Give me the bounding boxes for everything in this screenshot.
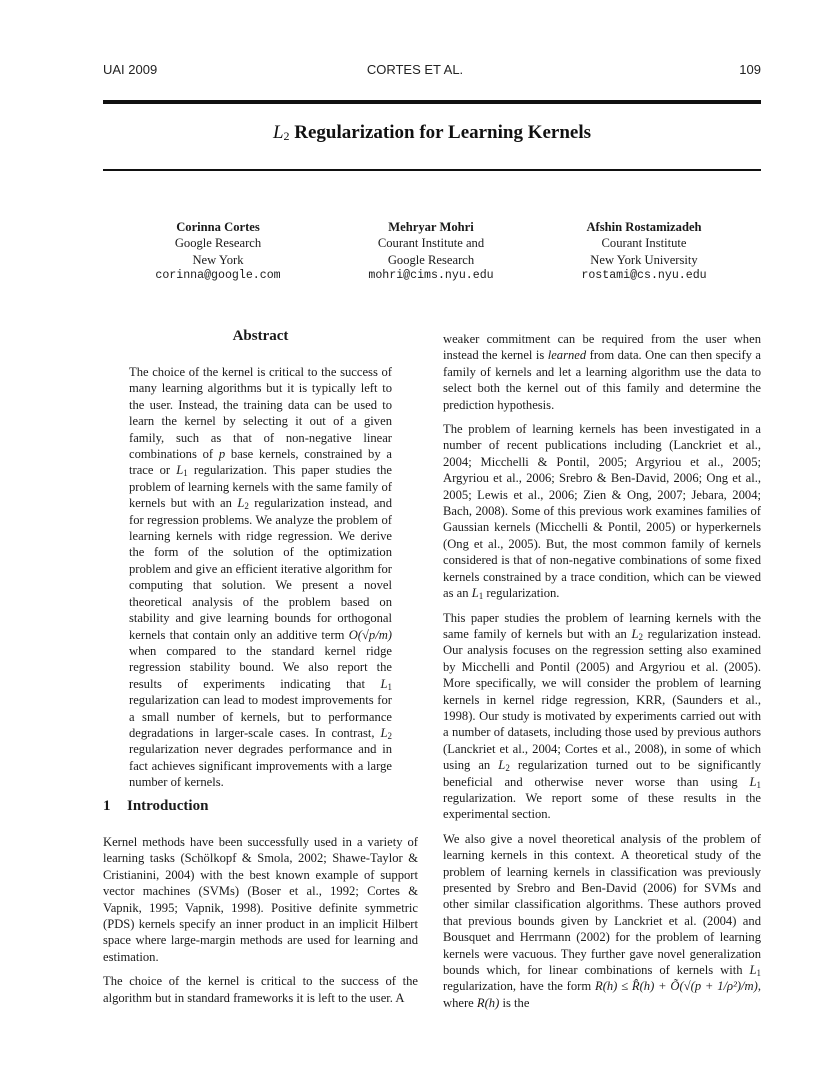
author-name: Mehryar Mohri (388, 220, 474, 234)
author-location: New York University (590, 252, 698, 267)
author-block-1 (118, 219, 318, 285)
right-paragraph-2: The problem of learning kernels has been investigated in a number of recent publications including (Lanckriet et al., 2004; Micchelli & Pontil, 2005; Argyriou et al., 2005; Argyriou et al., 2006; Srebro & Ben-David, 2006; Ong et al., 2005; Lewis et al., 2006; Zien & Ong, 2007; Jebara, 2004; Bach, 2008). Some of this previous work examines families of Gaussian kernels (Micchelli & Pontil, 2005) or hyperkernels (Ong et al., 2005). But, the most common family of kernels considered is that of non-negative combinations of some fixed kernels constrained by a trace condition, which can be viewed as an $L_1$ regularization. (443, 422, 761, 602)
introduction-body (103, 834, 418, 1006)
title-symbol: $L_2$ (272, 122, 290, 143)
section-heading-introduction: 1 Introduction (103, 798, 209, 814)
bound-expression: O(√p/m) (348, 627, 392, 642)
abstract-paragraph: The choice of the kernel is critical to the success of many learning algorithms but it is typically left to the user. Instead, the training data can be used to learn the kernel by selecting it out of a given family, such as that of non-negative linear combinations of p base kernels, constrained by a trace or $L_1$ regularization. This paper studies the problem of learning kernels with the same family of kernels but with an $L_2$ regularization instead, and for regression problems. We analyze the problem of learning kernels with ridge regression. We derive the form of the solution of the optimization problem and give an efficient iterative algorithm for computing that solution. We present a novel theoretical analysis of the problem based on stability and give learning bounds for orthogonal kernels that contain only an additive term O(√p/m) when compared to the standard kernel ridge regression stability bound. We also report the results of experiments indicating that $L_1$ regularization can lead to modest improvements for a small number of kernels, but to performance degradations in larger-scale cases. In contrast, $L_2$ regularization never degrades performance and in fact achieves significant improvements with a large number of kernels. (129, 365, 392, 790)
abstract-body (129, 364, 392, 791)
author-affiliation: Google Research (174, 236, 262, 251)
title-top-rule (103, 100, 761, 104)
author-affiliation: Courant Institute and (377, 236, 485, 251)
right-paragraph-3: This paper studies the problem of learning kernels with the same family of kernels but with an $L_2$ regularization instead. Our analysis focuses on the regression setting also examined by Micchelli and Pontil (2005) and Argyriou et al. (2005). More specifically, we will consider the problem of learning kernels in kernel ridge regression, KRR, (Saunders et al., 1998). Our study is motivated by experiments carried out with a number of datasets, including those used by previous authors (Lanckriet et al., 2004; Cortes et al., 2008), in some of which using an $L_2$ regularization turned out to be significantly beneficial and otherwise never worse than using $L_1$ regularization. We report some of these results in the experimental section. (443, 610, 761, 822)
author-location: New York (192, 252, 244, 267)
right-paragraph-1: weaker commitment can be required from the user when instead the kernel is learned from data. One can then specify a family of kernels and let a learning algorithm use the data to select both the kernel out of this family and determine the prediction hypothesis. (443, 332, 762, 412)
author-block-3 (544, 219, 744, 285)
author-email: corinna@google.com (155, 269, 281, 283)
right-column-body (443, 331, 761, 1011)
author-block-2 (331, 219, 531, 285)
title-bottom-rule (103, 169, 761, 171)
author-email: rostami@cs.nyu.edu (581, 269, 707, 283)
author-affiliation: Courant Institute (601, 236, 687, 251)
page-number: 109 (739, 62, 761, 77)
title-text: Regularization for Learning Kernels (294, 122, 592, 143)
bound-formula: R(h) ≤ R̂(h) + Õ(√(p + 1/ρ²)/m) (595, 979, 758, 994)
paper-title (103, 122, 761, 144)
running-header-venue: UAI 2009 (103, 62, 158, 77)
author-email: mohri@cims.nyu.edu (368, 269, 494, 283)
author-name: Afshin Rostamizadeh (586, 220, 702, 234)
abstract-heading: Abstract (232, 328, 289, 344)
author-location: Google Research (387, 252, 475, 267)
author-name: Corinna Cortes (176, 220, 260, 234)
intro-paragraph-2: The choice of the kernel is critical to the success of the algorithm but in standard frameworks it is left to the user. A (103, 974, 418, 1005)
intro-paragraph-1: Kernel methods have been successfully used in a variety of learning tasks (Schölkopf & Smola, 2002; Shawe-Taylor & Cristianini, 2004) with the best known example of support vector machines (SVMs) (Boser et al., 1992; Cortes & Vapnik, 1995; Vapnik, 1998). Positive definite symmetric (PDS) kernels specify an inner product in an implicit Hilbert space where large-margin methods are used for learning and estimation. (103, 835, 418, 964)
right-paragraph-4: We also give a novel theoretical analysis of the problem of learning kernels in this context. A theoretical study of the problem of learning kernels in classification was previously presented by Srebro and Ben-David (2006) for SVMs and other similar classification algorithms. These authors proved that previous bounds given by Lanckriet et al. (2004) and Bousquet and Herrmann (2002) for the problem of learning kernels were vacuous. They further gave novel generalization bounds which, for linear combinations of kernels with $L_1$ regularization, have the form R(h) ≤ R̂(h) + Õ(√(p + 1/ρ²)/m), where R(h) is the (443, 831, 762, 1010)
running-header-authors: CORTES ET AL. (366, 62, 464, 77)
